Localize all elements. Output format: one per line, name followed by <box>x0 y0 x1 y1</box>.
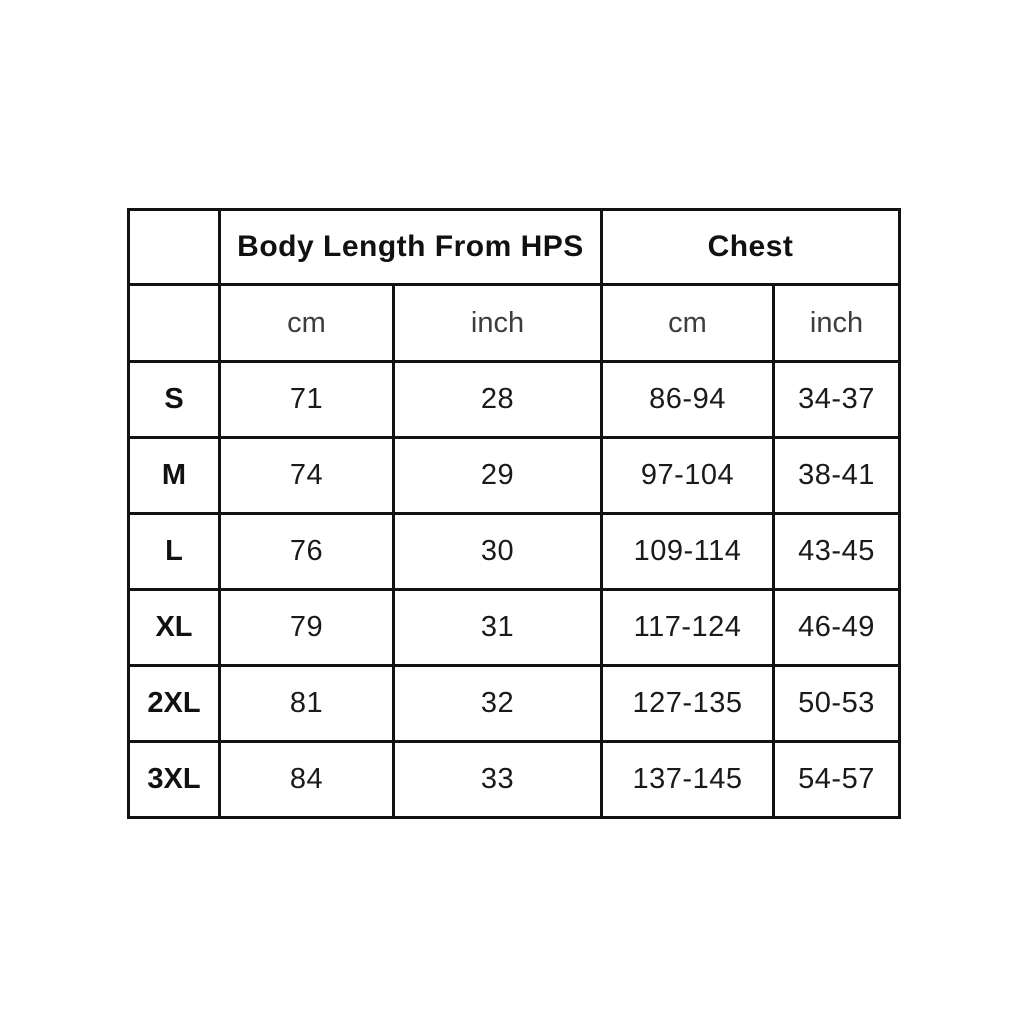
size-label: XL <box>129 590 220 666</box>
table-row-3xl <box>129 742 900 818</box>
unit-header-chest-cm: cm <box>602 285 774 362</box>
value-cell: 109-114 <box>602 514 774 590</box>
unit-header-chest-inch: inch <box>774 285 900 362</box>
value-cell: 74 <box>220 438 394 514</box>
value-cell: 137-145 <box>602 742 774 818</box>
table-row-s <box>129 362 900 438</box>
value-cell: 28 <box>394 362 602 438</box>
value-cell: 50-53 <box>774 666 900 742</box>
size-label: M <box>129 438 220 514</box>
unit-header-bodylength-cm: cm <box>220 285 394 362</box>
value-cell: 29 <box>394 438 602 514</box>
value-cell: 81 <box>220 666 394 742</box>
value-cell: 71 <box>220 362 394 438</box>
value-cell: 31 <box>394 590 602 666</box>
column-group-body-length: Body Length From HPS <box>220 210 602 285</box>
value-cell: 117-124 <box>602 590 774 666</box>
value-cell: 97-104 <box>602 438 774 514</box>
value-cell: 33 <box>394 742 602 818</box>
value-cell: 86-94 <box>602 362 774 438</box>
blank-corner-cell <box>129 210 220 285</box>
value-cell: 38-41 <box>774 438 900 514</box>
value-cell: 127-135 <box>602 666 774 742</box>
header-group-row <box>129 210 900 285</box>
value-cell: 34-37 <box>774 362 900 438</box>
value-cell: 54-57 <box>774 742 900 818</box>
size-label: 3XL <box>129 742 220 818</box>
size-chart-table <box>127 208 901 819</box>
value-cell: 30 <box>394 514 602 590</box>
value-cell: 79 <box>220 590 394 666</box>
value-cell: 76 <box>220 514 394 590</box>
size-label: 2XL <box>129 666 220 742</box>
unit-header-bodylength-inch: inch <box>394 285 602 362</box>
column-group-chest: Chest <box>602 210 900 285</box>
value-cell: 43-45 <box>774 514 900 590</box>
table-row-l <box>129 514 900 590</box>
size-label: S <box>129 362 220 438</box>
table-row-xl <box>129 590 900 666</box>
table-row-2xl <box>129 666 900 742</box>
size-label: L <box>129 514 220 590</box>
header-unit-row <box>129 285 900 362</box>
value-cell: 32 <box>394 666 602 742</box>
value-cell: 84 <box>220 742 394 818</box>
blank-corner-cell <box>129 285 220 362</box>
table-row-m <box>129 438 900 514</box>
value-cell: 46-49 <box>774 590 900 666</box>
